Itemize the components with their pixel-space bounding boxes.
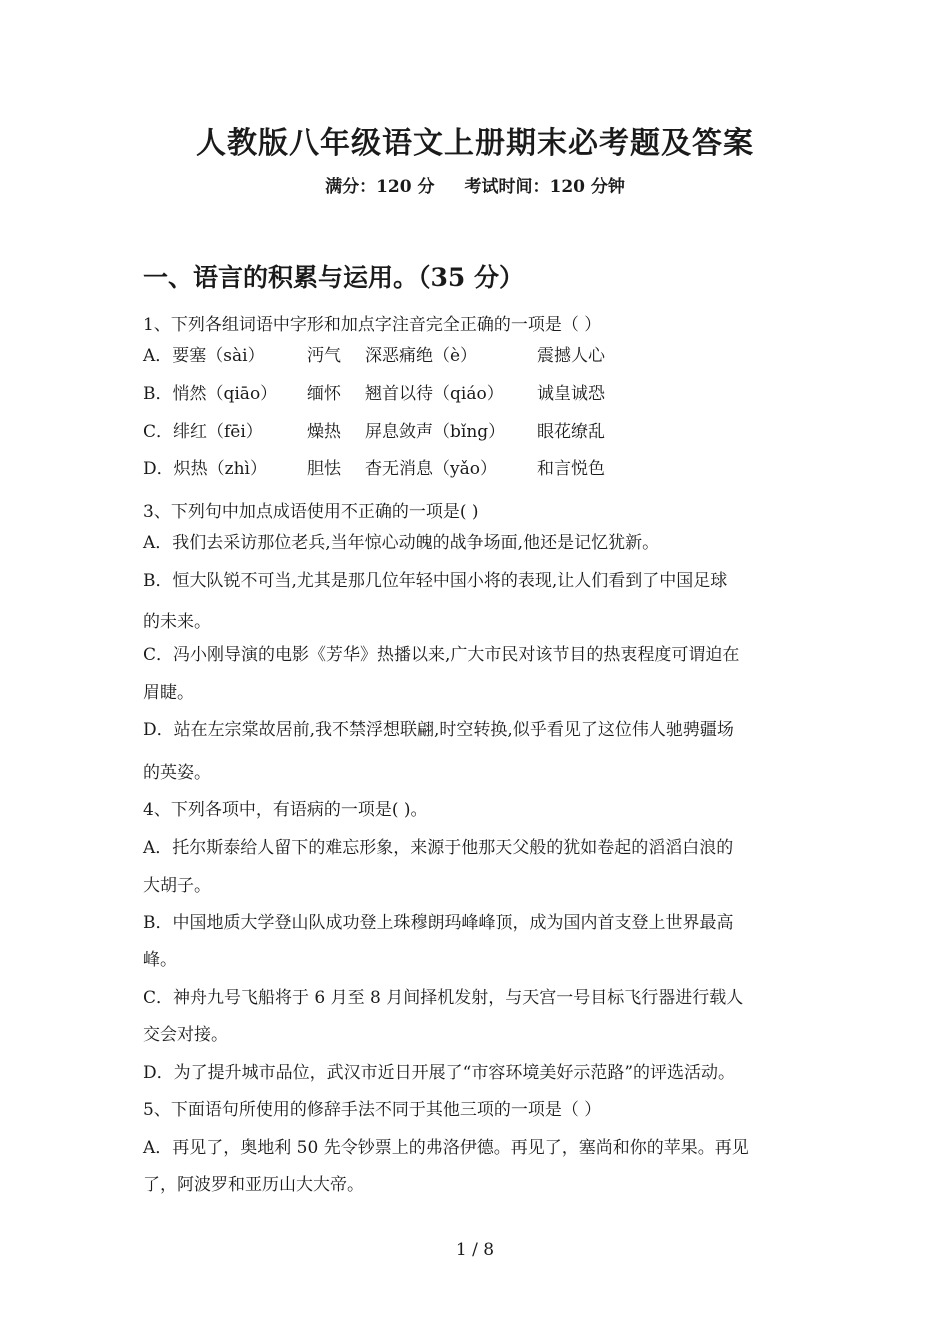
exam-meta (0, 172, 950, 197)
option-text: D．炽热（zhì） (143, 459, 267, 479)
option-text: C．绯红（fēi） (143, 422, 263, 442)
option-text: 燥热 (307, 422, 341, 442)
option-text: 沔气 (307, 346, 341, 366)
question-4-option-c-cont: 交会对接。 (143, 1025, 228, 1045)
option-text: 眼花缭乱 (537, 422, 605, 442)
full-score: 满分：120 分 (325, 177, 435, 197)
question-3-option-b: B．恒大队锐不可当,尤其是那几位年轻中国小将的表现,让人们看到了中国足球 (143, 571, 728, 591)
question-5-option-a-cont: 了，阿波罗和亚历山大大帝。 (143, 1175, 364, 1195)
question-4-option-d: D．为了提升城市品位，武汉市近日开展了“市容环境美好示范路”的评选活动。 (143, 1063, 736, 1083)
question-5-option-a: A．再见了，奥地利 50 先令钞票上的弗洛伊德。再见了，塞尚和你的苹果。再见 (143, 1138, 749, 1158)
question-3-option-b-cont: 的未来。 (143, 612, 211, 632)
question-3-option-a: A．我们去采访那位老兵,当年惊心动魄的战争场面,他还是记忆犹新。 (143, 533, 660, 553)
question-4-option-b-cont: 峰。 (143, 950, 177, 970)
question-4-option-a-cont: 大胡子。 (143, 876, 211, 896)
page-title: 人教版八年级语文上册期末必考题及答案 (196, 126, 754, 161)
option-text: 深恶痛绝（è） (365, 346, 478, 366)
question-3-stem: 3、下列句中加点成语使用不正确的一项是( ) (143, 502, 479, 522)
question-1-stem: 1、下列各组词语中字形和加点字注音完全正确的一项是（ ） (143, 315, 602, 335)
option-text: A．要塞（sài） (143, 346, 265, 366)
option-text: 屏息敛声（bǐng） (365, 422, 506, 442)
exam-time: 考试时间：120 分钟 (464, 177, 625, 197)
option-text: 诚皇诚恐 (537, 384, 605, 404)
question-4-option-b: B．中国地质大学登山队成功登上珠穆朗玛峰峰顶，成为国内首支登上世界最高 (143, 913, 734, 933)
option-text: 杳无消息（yǎo） (365, 459, 497, 479)
question-3-option-d-cont: 的英姿。 (143, 763, 211, 783)
question-4-stem: 4、下列各项中，有语病的一项是( )。 (143, 800, 428, 820)
question-5-stem: 5、下面语句所使用的修辞手法不同于其他三项的一项是（ ） (143, 1100, 602, 1120)
section-heading: 一、语言的积累与运用。（35 分） (143, 263, 524, 292)
option-text: 震撼人心 (537, 346, 605, 366)
page-number: 1 / 8 (455, 1240, 495, 1260)
option-text: 翘首以待（qiáo） (365, 384, 504, 404)
question-4-option-c: C．神舟九号飞船将于 6 月至 8 月间择机发射，与天宫一号目标飞行器进行载人 (143, 988, 744, 1008)
question-3-option-c-cont: 眉睫。 (143, 683, 194, 703)
question-3-option-d: D．站在左宗棠故居前,我不禁浮想联翩,时空转换,似乎看见了这位伟人驰骋疆场 (143, 720, 734, 740)
option-text: 和言悦色 (537, 459, 605, 479)
option-text: 缅怀 (307, 384, 341, 404)
option-text: B．悄然（qiāo） (143, 384, 278, 404)
question-4-option-a: A．托尔斯泰给人留下的难忘形象，来源于他那天父般的犹如卷起的滔滔白浪的 (143, 838, 734, 858)
option-text: 胆怯 (307, 459, 341, 479)
question-3-option-c: C．冯小刚导演的电影《芳华》热播以来,广大市民对该节目的热衷程度可谓迫在 (143, 645, 740, 665)
